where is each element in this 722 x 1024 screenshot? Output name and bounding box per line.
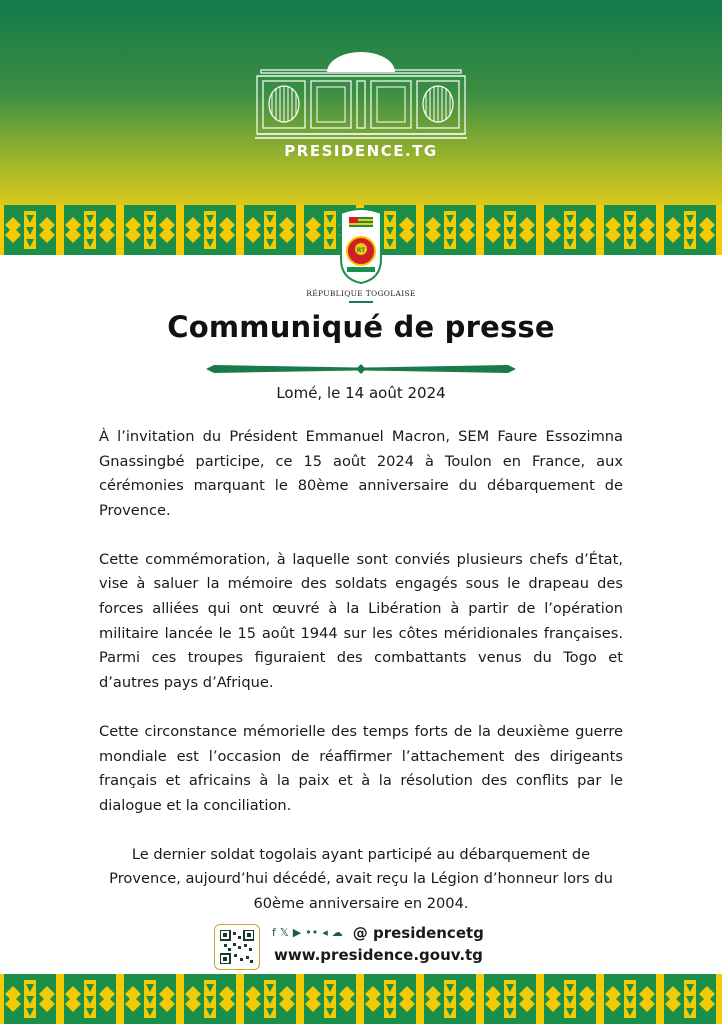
- soundcloud-icon[interactable]: ☁: [331, 926, 343, 939]
- emblem-initials: RT: [356, 247, 366, 254]
- social-links: [272, 922, 484, 944]
- header-banner: [0, 0, 722, 205]
- site-title: PRESIDENCE.TG: [284, 142, 438, 160]
- divider-line-small: [349, 301, 373, 303]
- palace-logo-icon: [255, 52, 467, 142]
- paragraph-4: Le dernier soldat togolais ayant participé au débarquement de Provence, aujourd’hui décédé, avait reçu la Légion d’honneur lors du 60ème anniversaire en 2004.: [109, 845, 613, 912]
- republic-label: RÉPUBLIQUE TOGOLAISE: [306, 289, 416, 298]
- flickr-icon[interactable]: ••: [305, 926, 319, 939]
- x-icon[interactable]: 𝕏: [279, 926, 289, 939]
- paragraph-1: À l’invitation du Président Emmanuel Macron, SEM Faure Essozimna Gnassingbé participe, ce 15 août 2024 à Toulon en France, aux cérémonies marquant le 80ème anniversaire du débarquement de Provence.: [99, 428, 623, 519]
- title-divider-icon: [206, 362, 516, 376]
- document-date: Lomé, le 14 août 2024: [276, 384, 446, 402]
- coat-of-arms-icon: [337, 207, 385, 285]
- decorative-pattern-band-bottom: [0, 974, 722, 1024]
- youtube-icon[interactable]: ▶: [292, 926, 302, 939]
- telegram-icon[interactable]: ◂: [322, 926, 328, 939]
- facebook-icon[interactable]: f: [272, 926, 276, 939]
- document-body: [99, 425, 623, 941]
- social-handle[interactable]: @ presidencetg: [352, 924, 484, 942]
- qr-code-icon[interactable]: [214, 924, 260, 970]
- paragraph-3: Cette circonstance mémorielle des temps forts de la deuxième guerre mondiale est l’occasion de réaffirmer l’attachement des dirigeants français et africains à la paix et à la résolution des conflits par le dialogue et la conciliation.: [99, 722, 623, 814]
- website-link[interactable]: www.presidence.gouv.tg: [274, 946, 483, 964]
- page-title: Communiqué de presse: [167, 310, 555, 344]
- paragraph-2: Cette commémoration, à laquelle sont conviés plusieurs chefs d’État, vise à saluer la mémoire des soldats engagés sous le drapeau des forces alliées qui ont œuvré à la Libération à partir de l’opération militaire lancée le 15 août 1944 sur les côtes méridionales françaises. Parmi ces troupes figuraient des combattants venus du Togo et d’autres pays d’Afrique.: [99, 550, 623, 691]
